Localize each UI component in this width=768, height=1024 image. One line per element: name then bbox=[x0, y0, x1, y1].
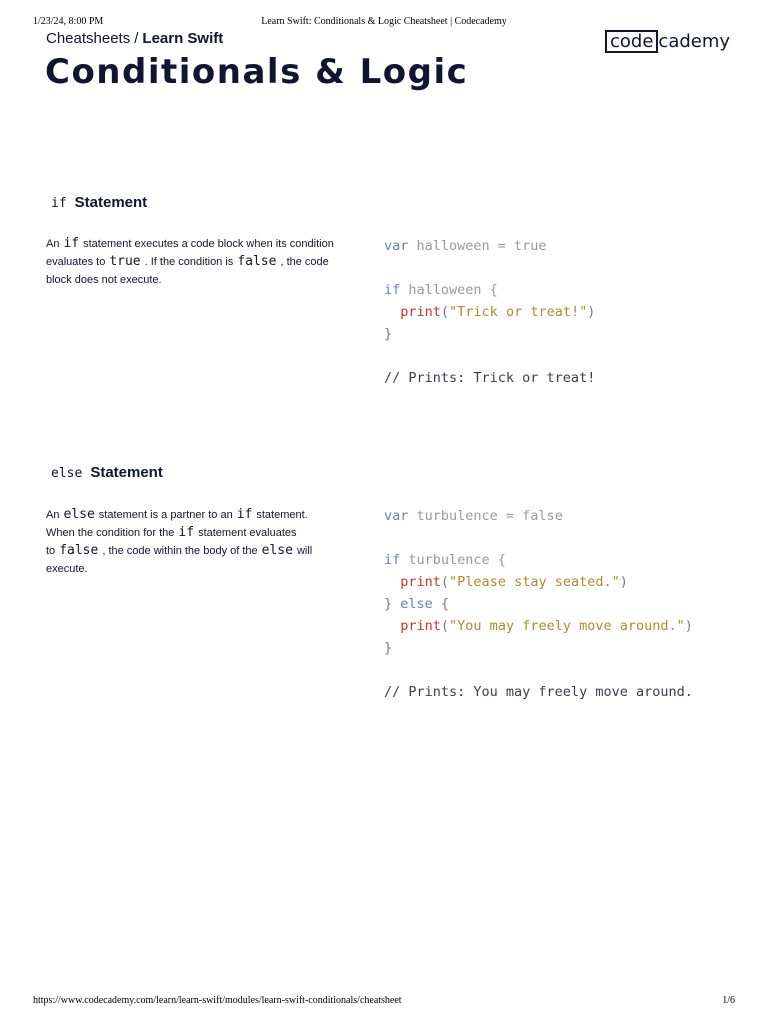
print-header bbox=[33, 16, 735, 30]
print-document-title: Learn Swift: Conditionals & Logic Cheatsheet | Codecademy bbox=[261, 16, 507, 27]
code-line: print("You may freely move around.") bbox=[400, 618, 693, 634]
breadcrumb-current[interactable]: Learn Swift bbox=[142, 30, 224, 47]
code-line: } else { bbox=[384, 596, 450, 612]
if-statement-heading bbox=[51, 194, 147, 211]
code-line: print("Please stay seated.") bbox=[400, 574, 628, 590]
code-line: print("Trick or treat!") bbox=[400, 304, 596, 320]
page-title: Conditionals & Logic bbox=[45, 52, 469, 92]
inline-code: false bbox=[59, 543, 99, 558]
desc-text: statement is a partner to an bbox=[98, 509, 233, 521]
inline-code: true bbox=[109, 254, 141, 269]
print-date: 1/23/24, 8:00 PM bbox=[33, 16, 104, 27]
code-comment: // Prints: You may freely move around. bbox=[384, 684, 693, 700]
inline-code: if bbox=[178, 525, 195, 540]
desc-text: statement. When the condition for the bbox=[46, 509, 308, 539]
code-line: if halloween { bbox=[384, 282, 498, 298]
inline-code: else bbox=[63, 507, 95, 522]
heading-text: Statement bbox=[90, 464, 163, 481]
code-line: var halloween = true bbox=[384, 238, 547, 254]
heading-keyword: if bbox=[51, 196, 67, 211]
code-comment: // Prints: Trick or treat! bbox=[384, 370, 596, 386]
logo-code-box: code bbox=[605, 30, 658, 53]
code-line: if turbulence { bbox=[384, 552, 506, 568]
heading-text: Statement bbox=[74, 194, 148, 211]
code-line-blank bbox=[384, 527, 693, 549]
breadcrumb bbox=[46, 30, 223, 47]
desc-text: statement evaluates to bbox=[46, 527, 297, 557]
breadcrumb-cheatsheets-link[interactable]: Cheatsheets bbox=[46, 30, 131, 47]
heading-keyword: else bbox=[51, 466, 83, 481]
code-line-blank bbox=[384, 257, 595, 279]
code-line: var turbulence = false bbox=[384, 508, 563, 524]
logo-cademy-text: cademy bbox=[658, 30, 731, 52]
desc-text: An bbox=[46, 509, 60, 521]
page-number: 1/6 bbox=[722, 995, 735, 1006]
page-url[interactable]: https://www.codecademy.com/learn/learn-swift/modules/learn-swift-conditionals/cheatsheet bbox=[33, 995, 402, 1006]
desc-text: . If the condition is bbox=[144, 256, 234, 268]
else-statement-heading bbox=[51, 464, 163, 481]
desc-text: will execute. bbox=[46, 545, 313, 575]
inline-code: if bbox=[236, 507, 253, 522]
inline-code: false bbox=[237, 254, 277, 269]
code-line-blank bbox=[384, 659, 693, 681]
print-footer bbox=[33, 995, 735, 1009]
desc-text: , the code block does not execute. bbox=[46, 256, 329, 286]
code-line: } bbox=[384, 326, 393, 342]
if-statement-description bbox=[46, 235, 336, 289]
inline-code: else bbox=[261, 543, 293, 558]
if-statement-code-example bbox=[384, 235, 595, 389]
breadcrumb-separator: / bbox=[134, 30, 139, 47]
desc-text: statement executes a code block when its condition evaluates to bbox=[46, 238, 334, 268]
desc-text: An bbox=[46, 238, 60, 250]
else-statement-description bbox=[46, 506, 336, 578]
code-line-blank bbox=[384, 345, 595, 367]
desc-text: , the code within the body of the bbox=[102, 545, 258, 557]
else-statement-code-example bbox=[384, 505, 693, 703]
codecademy-logo[interactable] bbox=[605, 29, 730, 53]
inline-code: if bbox=[63, 236, 80, 251]
code-line: } bbox=[384, 640, 393, 656]
